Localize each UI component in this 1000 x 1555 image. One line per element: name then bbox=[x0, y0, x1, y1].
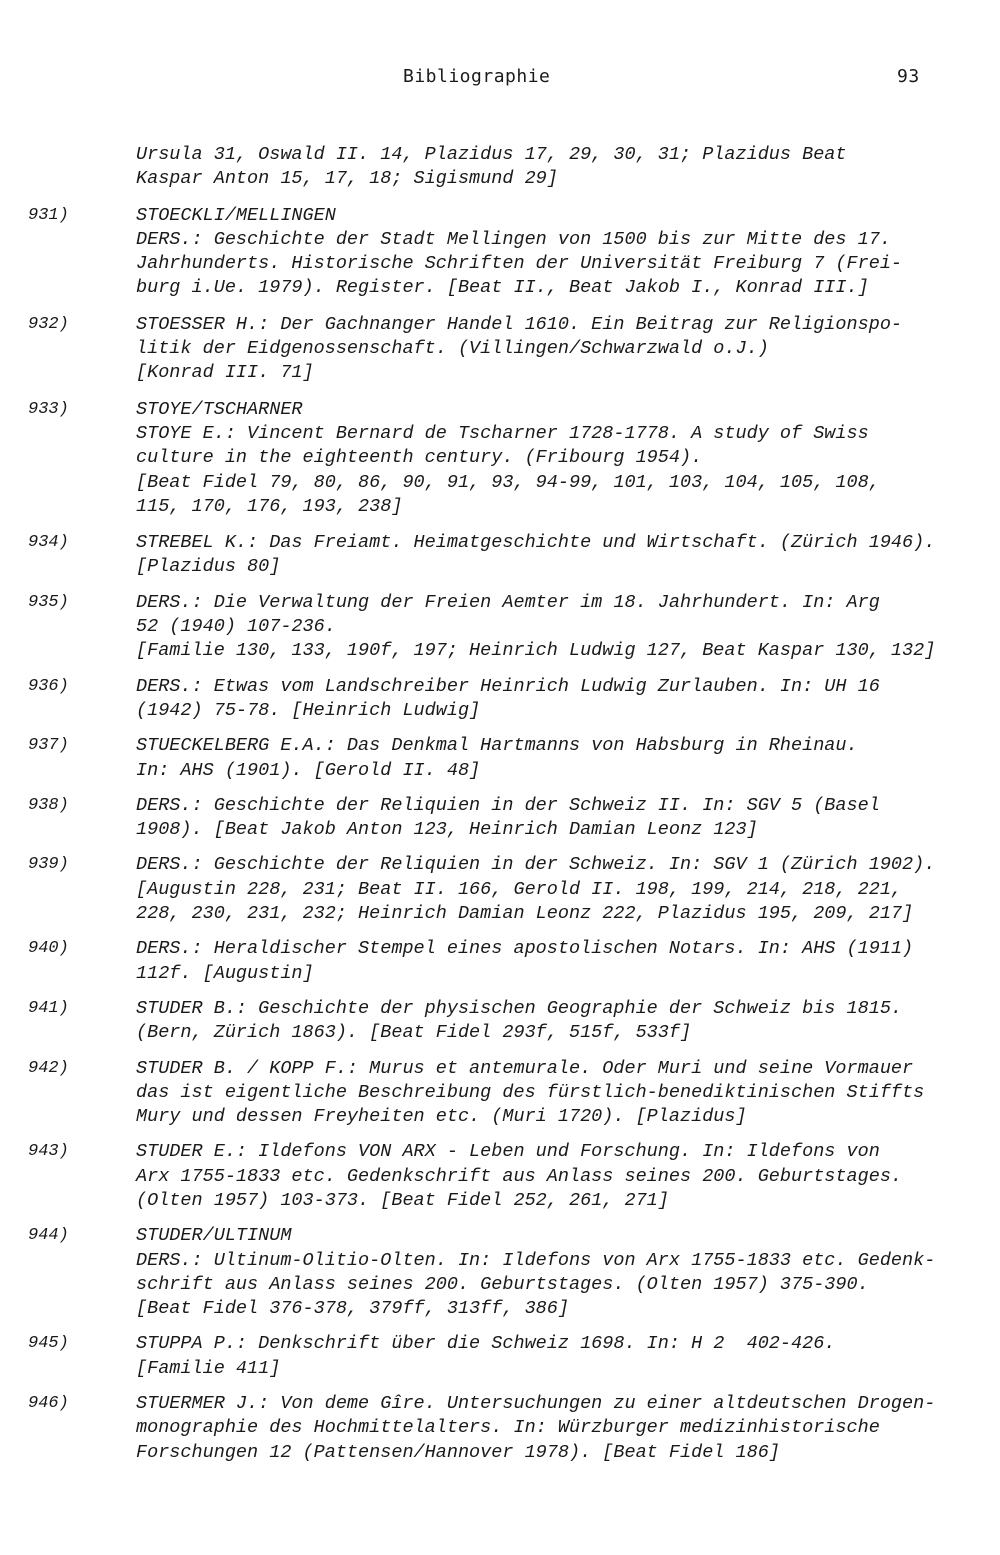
bib-entry bbox=[0, 204, 1000, 301]
entry-line: litik der Eidgenossenschaft. (Villingen/Schwarzwald o.J.) bbox=[136, 338, 769, 360]
entry-number: 945) bbox=[28, 1334, 69, 1354]
entry-line: DERS.: Geschichte der Stadt Mellingen von 1500 bis zur Mitte des 17. bbox=[136, 228, 891, 250]
entry-line: Kaspar Anton 15, 17, 18; Sigismund 29] bbox=[136, 168, 558, 190]
entry-text bbox=[136, 143, 966, 192]
entry-line: DERS.: Geschichte der Reliquien in der Schweiz. In: SGV 1 (Zürich 1902). bbox=[136, 854, 936, 876]
entry-text bbox=[136, 531, 966, 580]
entry-line: schrift aus Anlass seines 200. Geburtstages. (Olten 1957) 375-390. bbox=[136, 1273, 869, 1295]
entry-text bbox=[136, 794, 966, 843]
entry-line: [Familie 130, 133, 190f, 197; Heinrich Ludwig 127, Beat Kaspar 130, 132] bbox=[136, 640, 936, 662]
running-title: Bibliographie bbox=[403, 66, 551, 87]
bib-entry bbox=[0, 591, 1000, 664]
entry-line: 115, 170, 176, 193, 238] bbox=[136, 495, 403, 517]
entry-line: Jahrhunderts. Historische Schriften der Universität Freiburg 7 (Frei- bbox=[136, 253, 903, 275]
entry-text bbox=[136, 853, 966, 926]
entry-text bbox=[136, 204, 966, 301]
bib-entry bbox=[0, 143, 1000, 192]
entry-line: monographie des Hochmittelalters. In: Würzburger medizinhistorische bbox=[136, 1417, 880, 1439]
entry-line: [Beat Fidel 79, 80, 86, 90, 91, 93, 94-99, 101, 103, 104, 105, 108, bbox=[136, 471, 880, 493]
entry-number: 939) bbox=[28, 855, 69, 875]
entry-text bbox=[136, 1057, 966, 1130]
entry-text bbox=[136, 1332, 966, 1381]
entry-text bbox=[136, 591, 966, 664]
entry-line: STUECKELBERG E.A.: Das Denkmal Hartmanns von Habsburg in Rheinau. bbox=[136, 735, 858, 757]
entry-line: 228, 230, 231, 232; Heinrich Damian Leonz 222, Plazidus 195, 209, 217] bbox=[136, 903, 914, 925]
entry-line: DERS.: Etwas vom Landschreiber Heinrich Ludwig Zurlauben. In: UH 16 bbox=[136, 675, 880, 697]
entry-line: STUERMER J.: Von deme Gîre. Untersuchungen zu einer altdeutschen Drogen- bbox=[136, 1393, 936, 1415]
entry-number: 941) bbox=[28, 998, 69, 1018]
page-number: 93 bbox=[897, 66, 920, 87]
entry-number: 938) bbox=[28, 795, 69, 815]
entry-text bbox=[136, 1392, 966, 1465]
entry-number: 934) bbox=[28, 533, 69, 553]
bib-entry bbox=[0, 997, 1000, 1046]
bib-entry bbox=[0, 675, 1000, 724]
bib-entry bbox=[0, 313, 1000, 386]
entry-line: STUPPA P.: Denkschrift über die Schweiz 1698. In: H 2 402-426. bbox=[136, 1333, 836, 1355]
entry-text bbox=[136, 734, 966, 783]
entry-number: 936) bbox=[28, 676, 69, 696]
entry-line: STOYE/TSCHARNER bbox=[136, 398, 303, 420]
entry-line: Forschungen 12 (Pattensen/Hannover 1978). [Beat Fidel 186] bbox=[136, 1441, 780, 1463]
entry-text bbox=[136, 675, 966, 724]
entry-line: Ursula 31, Oswald II. 14, Plazidus 17, 29, 30, 31; Plazidus Beat bbox=[136, 144, 847, 165]
entry-line: 112f. [Augustin] bbox=[136, 962, 314, 984]
entry-line: [Konrad III. 71] bbox=[136, 362, 314, 384]
entry-line: STOESSER H.: Der Gachnanger Handel 1610. Ein Beitrag zur Religionspo- bbox=[136, 313, 903, 335]
entry-line: STREBEL K.: Das Freiamt. Heimatgeschichte und Wirtschaft. (Zürich 1946). bbox=[136, 532, 936, 554]
entry-text bbox=[136, 313, 966, 386]
entry-line: STUDER B.: Geschichte der physischen Geographie der Schweiz bis 1815. bbox=[136, 997, 903, 1019]
entry-text bbox=[136, 398, 966, 519]
entry-line: DERS.: Geschichte der Reliquien in der Schweiz II. In: SGV 5 (Basel bbox=[136, 794, 880, 816]
entry-line: STOYE E.: Vincent Bernard de Tscharner 1728-1778. A study of Swiss bbox=[136, 422, 869, 444]
entry-line: burg i.Ue. 1979). Register. [Beat II., Beat Jakob I., Konrad III.] bbox=[136, 277, 869, 299]
entry-line: (1942) 75-78. [Heinrich Ludwig] bbox=[136, 699, 481, 721]
entry-line: [Plazidus 80] bbox=[136, 556, 281, 578]
bib-entry bbox=[0, 853, 1000, 926]
entry-line: [Familie 411] bbox=[136, 1357, 281, 1379]
entry-line: culture in the eighteenth century. (Fribourg 1954). bbox=[136, 447, 703, 469]
bib-entry bbox=[0, 1140, 1000, 1213]
entry-text bbox=[136, 937, 966, 986]
entry-line: Mury und dessen Freyheiten etc. (Muri 1720). [Plazidus] bbox=[136, 1106, 747, 1128]
entry-line: Arx 1755-1833 etc. Gedenkschrift aus Anlass seines 200. Geburtstages. bbox=[136, 1165, 903, 1187]
entry-line: DERS.: Die Verwaltung der Freien Aemter im 18. Jahrhundert. In: Arg bbox=[136, 591, 880, 613]
entry-line: das ist eigentliche Beschreibung des fürstlich-benediktinischen Stiffts bbox=[136, 1081, 925, 1103]
entry-number: 943) bbox=[28, 1142, 69, 1162]
entry-number: 942) bbox=[28, 1058, 69, 1078]
entry-text bbox=[136, 1140, 966, 1213]
bib-entry bbox=[0, 1224, 1000, 1321]
entry-line: STOECKLI/MELLINGEN bbox=[136, 204, 336, 226]
entry-line: 52 (1940) 107-236. bbox=[136, 616, 336, 638]
entry-line: STUDER B. / KOPP F.: Murus et antemurale. Oder Muri und seine Vormauer bbox=[136, 1057, 914, 1079]
entry-line: [Beat Fidel 376-378, 379ff, 313ff, 386] bbox=[136, 1298, 569, 1320]
bib-entry bbox=[0, 937, 1000, 986]
bib-entry bbox=[0, 1057, 1000, 1130]
entry-line: [Augustin 228, 231; Beat II. 166, Gerold II. 198, 199, 214, 218, 221, bbox=[136, 878, 903, 900]
bib-entry bbox=[0, 794, 1000, 843]
entry-line: (Olten 1957) 103-373. [Beat Fidel 252, 261, 271] bbox=[136, 1189, 669, 1211]
bibliography-list bbox=[0, 132, 1000, 1465]
running-header bbox=[0, 66, 1000, 94]
entry-number: 932) bbox=[28, 314, 69, 334]
entry-line: STUDER E.: Ildefons VON ARX - Leben und Forschung. In: Ildefons von bbox=[136, 1141, 880, 1163]
entry-line: DERS.: Heraldischer Stempel eines apostolischen Notars. In: AHS (1911) bbox=[136, 938, 914, 960]
entry-number: 935) bbox=[28, 592, 69, 612]
entry-line: (Bern, Zürich 1863). [Beat Fidel 293f, 515f, 533f] bbox=[136, 1022, 692, 1044]
entry-number: 944) bbox=[28, 1226, 69, 1246]
bib-entry bbox=[0, 398, 1000, 519]
entry-line: DERS.: Ultinum-Olitio-Olten. In: Ildefons von Arx 1755-1833 etc. Gedenk- bbox=[136, 1249, 936, 1271]
entry-number: 940) bbox=[28, 939, 69, 959]
entry-number: 931) bbox=[28, 205, 69, 225]
entry-text bbox=[136, 1224, 966, 1321]
entry-line: 1908). [Beat Jakob Anton 123, Heinrich Damian Leonz 123] bbox=[136, 819, 758, 841]
entry-number: 946) bbox=[28, 1394, 69, 1414]
entry-number: 937) bbox=[28, 736, 69, 756]
entry-line: STUDER/ULTINUM bbox=[136, 1225, 292, 1247]
bib-entry bbox=[0, 531, 1000, 580]
bib-entry bbox=[0, 734, 1000, 783]
entry-line: In: AHS (1901). [Gerold II. 48] bbox=[136, 759, 481, 781]
bib-entry bbox=[0, 1332, 1000, 1381]
entry-text bbox=[136, 997, 966, 1046]
entry-number: 933) bbox=[28, 399, 69, 419]
bib-entry bbox=[0, 1392, 1000, 1465]
